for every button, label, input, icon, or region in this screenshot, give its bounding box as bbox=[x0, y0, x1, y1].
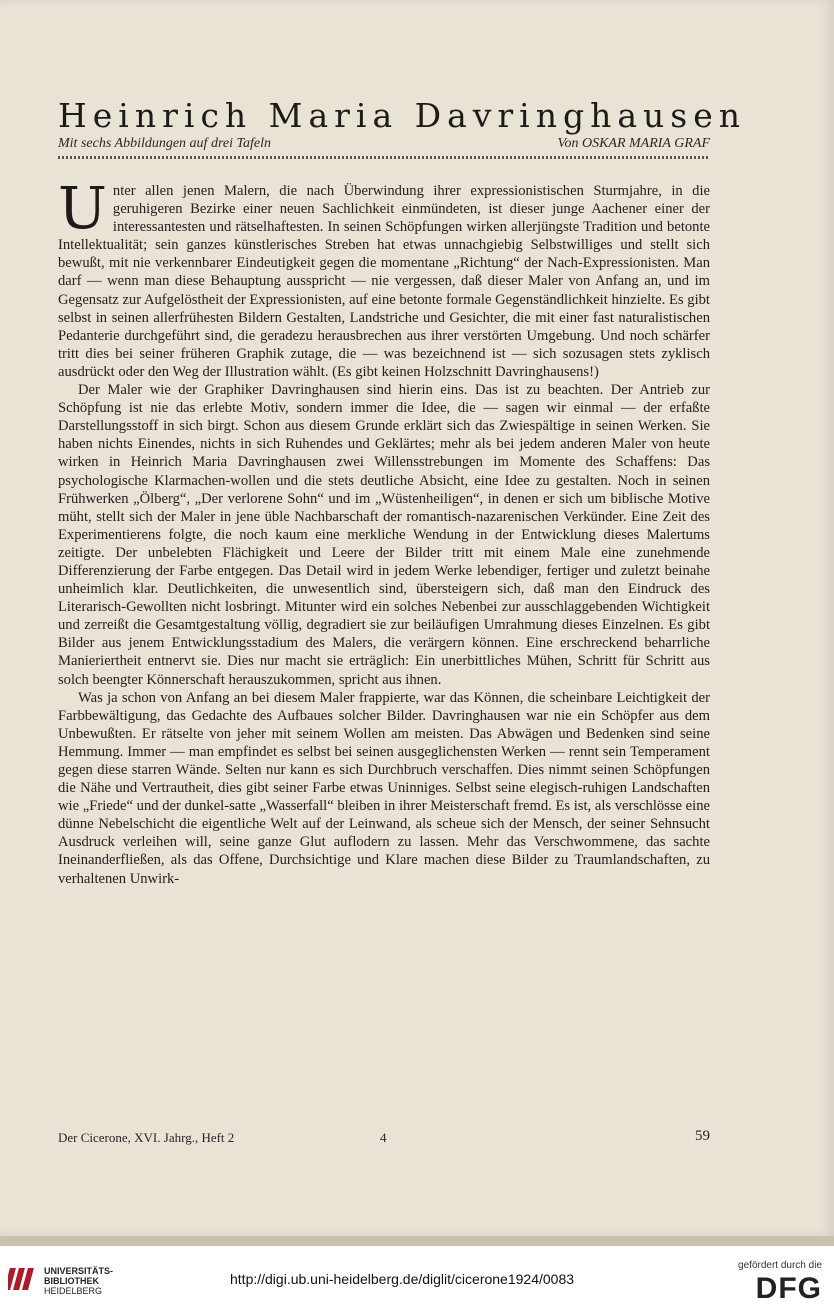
library-name-line-3: HEIDELBERG bbox=[44, 1286, 103, 1296]
article-author: Von OSKAR MARIA GRAF bbox=[557, 136, 710, 151]
article-subtitle: Mit sechs Abbildungen auf drei Tafeln bbox=[58, 136, 271, 151]
paragraph-1 bbox=[58, 174, 710, 381]
library-name-line-2: BIBLIOTHEK bbox=[44, 1276, 99, 1286]
digital-library-url-link[interactable]: http://digi.ub.uni-heidelberg.de/diglit/cicerone1924/0083 bbox=[230, 1271, 575, 1287]
article-title: Heinrich Maria Davringhausen bbox=[58, 96, 747, 135]
funding-note: gefördert durch die bbox=[738, 1260, 822, 1271]
journal-reference: Der Cicerone, XVI. Jahrg., Heft 2 bbox=[58, 1130, 235, 1145]
dotted-rule bbox=[58, 156, 710, 159]
paragraph-3: Was ja schon von Anfang an bei diesem Maler frappierte, war das Können, die scheinbare Leichtigkeit der Farbbewältigung, das Gedachte des Aufbaues solcher Bilder. Davringhausen war nie ein Schöpfer aus dem Unbewußten. Er rätselte von jeher mit seinem Wollen am meisten. Das Abwägen und Bedenken sind seine Hemmung. Immer — man empfindet es selbst bei seinen ausgeglichensten Werken — rennt sein Temperament gegen diese starren Wände. Selten nur kann es sich Durchbruch verschaffen. Dies nimmt seinen Schöpfungen die Nähe und Vertrautheit, dies gibt seiner Farbe etwas Uninniges. Selbst seine elegisch-ruhigen Landschaften wie „Friede“ und der dunkel-satte „Wasserfall“ bleiben in ihrer Meisterschaft fremd. Es ist, als verschlösse eine dünne Nebelschicht die eigentliche Welt auf der Leinwand, als scheue sich der Mensch, der seiner Sehnsucht Ausdruck verleihen will, seine ganze Glut auflodern zu lassen. Mehr das Verschwommene, das sachte Ineinanderfließen, als das Offene, Durchsichtige und Klare machen diese Bilder zu Traumlandschaften, zu verhaltenen Unwirk- bbox=[58, 689, 710, 887]
signature-mark: 4 bbox=[380, 1130, 387, 1145]
page-number: 59 bbox=[695, 1128, 710, 1144]
paragraph-1-text: nter allen jenen Malern, die nach Überwindung ihrer expressionistischen Sturmjahre, in die geruhigeren Bezirke einer neuen Sachlichkeit einmündeten, ist dieser junge Aachener einer der interessantesten und rätselhaftesten. In seinen Schöpfungen wirken allerjüngste Tradition und betonte Intellektualität; sein ganzes künstlerisches Streben hat etwas unnachgiebig Selbstwilliges und stellt sich bewußt, mit nie verkennbarer Eindeutigkeit gegen die momentane „Richtung“ der Nach-Expressionisten. Man darf — wenn man diese Behauptung ausspricht — nie vergessen, daß dieser Maler von Anfang an, und im Gegensatz zur Aufgelöstheit der Expressionisten, auf eine betonte formale Gegenständlichkeit hinzielte. Es gibt selbst in seinen allerfrühesten Bildern Gestalten, Landstriche und Gesichter, die mit einer fast naturalistischen Pedanterie durchgeführt sind, die geradezu herausbrechen aus ihrer verstörten Umgebung. Und noch schärfer tritt dies bei seiner früheren Graphik zutage, die — was bezeichnend ist — sich sozusagen stets zyklisch ausdrückt oder den Weg der Illustration wählt. (Es gibt keinen Holzschnitt Davringhausens!) bbox=[58, 183, 710, 380]
library-footer-bar bbox=[0, 1246, 834, 1313]
library-name-line-1: UNIVERSITÄTS- bbox=[44, 1266, 114, 1276]
paragraph-2: Der Maler wie der Graphiker Davringhausen sind hierin eins. Das ist zu beachten. Der Antrieb zur Schöpfung ist nie das erlebte Motiv, sondern immer die Idee, die — sagen wir einmal — der erfaßte Darstellungsstoff in sich birgt. Schon aus diesem Grunde erklärt sich das Zwiespältige in seinen Werken. Sie haben nichts Einendes, nichts in sich Ruhendes und Geklärtes; mehr als bei jedem anderen Maler von heute wirken in Heinrich Maria Davringhausen zwei Willensstrebungen im Momente des Schaffens: Das psychologische Klarmachen-wollen und die stets deutliche Absicht, eine Idee zu gestalten. Noch in seinen Frühwerken „Ölberg“, „Der verlorene Sohn“ und im „Wüstenheiligen“, in denen er sich um biblische Motive müht, stellt sich der Maler in jene üble Nachbarschaft der romantisch-nazarenischen Verkünder. Eine Zeit des Experimentierens folgte, die noch kaum eine merkliche Wendung in der Entwicklung dieses Malertums zeitigte. Der unbelebten Flächigkeit und Leere der Bilder tritt mit einem Male eine zunehmende Differenzierung der Farbe entgegen. Das Detail wird in jedem Werke lebendiger, fertiger und zuletzt beinahe unheimlich klar. Deutlichkeiten, die unwesentlich sind, übersteigern sich, daß man den Eindruck des Literarisch-Gewollten nicht losbringt. Mitunter wird ein solches Nebenbei zur ausschlaggebenden Wichtigkeit und zerreißt die Gesamtgestaltung völlig, degradiert sie zur beiläufigen Umrahmung dieses Einzelnen. Es gibt Bilder aus jenem Entwicklungsstadium des Malers, die verärgern können. Eine erschreckend beharrliche Manieriertheit entnervt sie. Dies nur macht sie erträglich: Ein unerbittliches Mühen, Schritt für Schritt aus solch beengter Könnerschaft herauszukommen, spricht aus ihnen. bbox=[58, 382, 710, 688]
drop-cap: U bbox=[58, 174, 107, 242]
dfg-logo: DFG bbox=[755, 1272, 822, 1305]
university-library-logo-icon bbox=[8, 1264, 38, 1294]
article-body bbox=[58, 174, 710, 888]
university-library-name bbox=[44, 1266, 113, 1296]
